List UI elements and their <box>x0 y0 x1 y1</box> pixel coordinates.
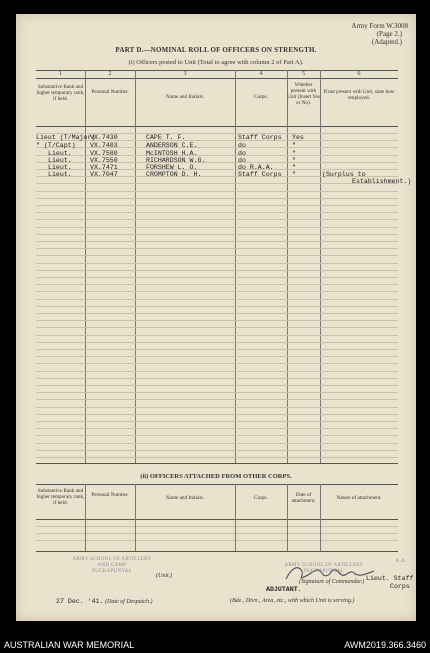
header-rank: Substantive Rank and higher temporary rank, if held. <box>36 488 85 506</box>
table1-ruled-line <box>36 227 398 228</box>
table1-number-divider <box>36 78 398 79</box>
table1-ruled-line <box>36 212 398 213</box>
table1-ruled-line <box>36 198 398 199</box>
table1-ruled-line <box>36 291 398 292</box>
col-number: 2 <box>108 71 112 77</box>
table1-ruled-line <box>36 277 398 278</box>
table1-ruled-line <box>36 414 398 415</box>
archive-caption-left: AUSTRALIAN WAR MEMORIAL <box>4 640 135 650</box>
table1-col-divider <box>135 70 136 463</box>
table1-ruled-line <box>36 428 398 429</box>
number-cell: VX.7047 <box>90 171 118 178</box>
table1-ruled-line <box>36 248 398 249</box>
table1-ruled-line <box>36 183 398 184</box>
table1-ruled-line <box>36 443 398 444</box>
table1-header-divider <box>36 126 398 127</box>
col-number: 4 <box>259 71 263 77</box>
name-cell: FORSHEW L. O. <box>146 164 198 171</box>
corps-cell: do R.A.A. <box>238 164 274 171</box>
archive-caption-right: AWM2019.366.3460 <box>344 640 426 650</box>
despatch-date: 27 Dec. '41. <box>56 598 104 605</box>
part-title: PART D.—NOMINAL ROLL OF OFFICERS ON STRENGTH. <box>115 46 317 54</box>
table1-ruled-line <box>36 255 398 256</box>
bde-label: (Bde., Divn., Area, etc., with which Unit is serving.) <box>230 598 355 604</box>
number-cell: VX.7580 <box>90 150 118 157</box>
name-cell: McINTOSH H.A. <box>146 150 198 157</box>
table1-ruled-line <box>36 320 398 321</box>
table1-ruled-line <box>36 284 398 285</box>
header-present: Whether present with Unit (Insert Yes or No). <box>287 82 320 106</box>
form-page <box>16 14 416 621</box>
table1-ruled-line <box>36 241 398 242</box>
unit-stamp: ARMY SCHOOL OF ARTILLERY AND CAMP PUCKAPUNYAL <box>72 557 152 574</box>
employment-cell-continued: Establishment.) <box>352 178 412 185</box>
table1-col-divider <box>85 70 86 463</box>
header-date: Date of attachment. <box>291 492 316 504</box>
col-number: 5 <box>302 71 305 77</box>
header-name: Name and Initials. <box>165 495 205 501</box>
table1-ruled-line <box>36 219 398 220</box>
header-number: Personal Number. <box>91 89 129 95</box>
table1-ruled-line <box>36 407 398 408</box>
table1-ruled-line <box>36 342 398 343</box>
name-cell: RICHARDSON W.G. <box>146 157 206 164</box>
table1-ruled-line <box>36 421 398 422</box>
rank-cell: Lieut. <box>48 157 72 164</box>
table2-bottom-border <box>36 551 398 552</box>
present-cell: " <box>292 171 296 178</box>
table1-ruled-line <box>36 457 398 458</box>
table2-ruled-line <box>36 540 398 541</box>
header-rank: Substantive Rank and higher temporary rank, if held. <box>36 84 85 102</box>
adjutant-title: ADJUTANT. <box>266 586 302 593</box>
table2-top-border <box>36 484 398 485</box>
header-number: Personal Number. <box>91 492 129 498</box>
corps-cell: do <box>238 157 246 164</box>
header-nature: Nature of attachment. <box>336 495 382 501</box>
col-number: 3 <box>183 71 187 77</box>
commander-signature-label: (Signature of Commander.) <box>299 579 365 585</box>
table2-ruled-line <box>36 526 398 527</box>
number-cell: VX.7430 <box>90 134 118 141</box>
table1-ruled-line <box>36 327 398 328</box>
header-name: Name and Initials. <box>165 94 205 100</box>
present-cell: " <box>292 142 296 149</box>
table1-ruled-line <box>36 363 398 364</box>
corps-cell: do <box>238 142 246 149</box>
table1-col-divider <box>235 70 236 463</box>
table2-ruled-line <box>36 533 398 534</box>
rank-cell: Lieut (T/Major) <box>36 134 96 141</box>
table1-ruled-line <box>36 450 398 451</box>
rank-cell: " (T/Capt) <box>36 142 76 149</box>
name-cell: ANDERSON C.E. <box>146 142 198 149</box>
table1-ruled-line <box>36 299 398 300</box>
table1-ruled-line <box>36 349 398 350</box>
table2-header-divider <box>36 519 398 520</box>
table1-ruled-line <box>36 378 398 379</box>
present-cell: " <box>292 164 296 171</box>
despatch-label: (Date of Despatch.) <box>104 599 153 605</box>
despatch-row <box>56 598 152 605</box>
table1-ruled-line <box>36 399 398 400</box>
number-cell: VX.7550 <box>90 157 118 164</box>
table1-col-divider <box>320 70 321 463</box>
unit-label: (Unit.) <box>156 573 173 579</box>
table1-ruled-line <box>36 191 398 192</box>
part-subtitle: (i) Officers posted to Unit (Total to agree with column 2 of Part A). <box>128 59 304 66</box>
name-cell: CAPE T. F. <box>146 134 186 141</box>
corps-cell: Staff Corps <box>238 134 282 141</box>
present-cell: " <box>292 157 296 164</box>
corps-cell: Staff Corps <box>238 171 282 178</box>
number-cell: VX.7471 <box>90 164 118 171</box>
table1-bottom-border <box>36 463 398 464</box>
adjutant-stamp: ARMY SCHOOL OF ARTILLERY PUCKAPUNYAL <box>284 563 364 574</box>
header-corps: Corps. <box>254 495 268 501</box>
rank-cell: Lieut. <box>48 150 72 157</box>
table1-ruled-line <box>36 371 398 372</box>
table1-ruled-line <box>36 356 398 357</box>
section-ii-title: (ii) OFFICERS ATTACHED FROM OTHER CORPS. <box>140 473 292 480</box>
table1-ruled-line <box>36 270 398 271</box>
header-employment: If not present with Unit, state how employed. <box>323 89 395 101</box>
form-number: Army Form W.3008 <box>351 22 408 30</box>
table1-ruled-line <box>36 435 398 436</box>
corps-cell: do <box>238 150 246 157</box>
lieut-staff-line1: Lieut. Staff <box>366 575 414 582</box>
rank-cell: Lieut. <box>48 164 72 171</box>
stamp-fragment: A.A. <box>395 559 407 564</box>
table1-ruled-line <box>36 263 398 264</box>
header-corps: Corps. <box>254 94 268 100</box>
table1-ruled-line <box>36 306 398 307</box>
table1-col-divider <box>287 70 288 463</box>
col-number: 1 <box>59 71 62 77</box>
table1-ruled-line <box>36 392 398 393</box>
table1-ruled-line <box>36 335 398 336</box>
form-page-number: (Page 2.) <box>376 30 402 38</box>
form-adapted: (Adapted.) <box>371 38 402 46</box>
col-number: 6 <box>357 71 361 77</box>
employment-cell: (Surplus to <box>322 171 366 178</box>
present-cell: " <box>292 150 296 157</box>
table1-ruled-line <box>36 205 398 206</box>
table1-ruled-line <box>36 313 398 314</box>
number-cell: VX.7403 <box>90 142 118 149</box>
table1-ruled-line <box>36 385 398 386</box>
name-cell: CROMPTON D. H. <box>146 171 202 178</box>
lieut-staff-line2: Corps <box>390 583 410 590</box>
form-identifier <box>351 22 408 46</box>
adjutant-label <box>266 586 302 593</box>
present-cell: Yes <box>292 134 304 141</box>
rank-cell: Lieut. <box>48 171 72 178</box>
table1-ruled-line <box>36 234 398 235</box>
